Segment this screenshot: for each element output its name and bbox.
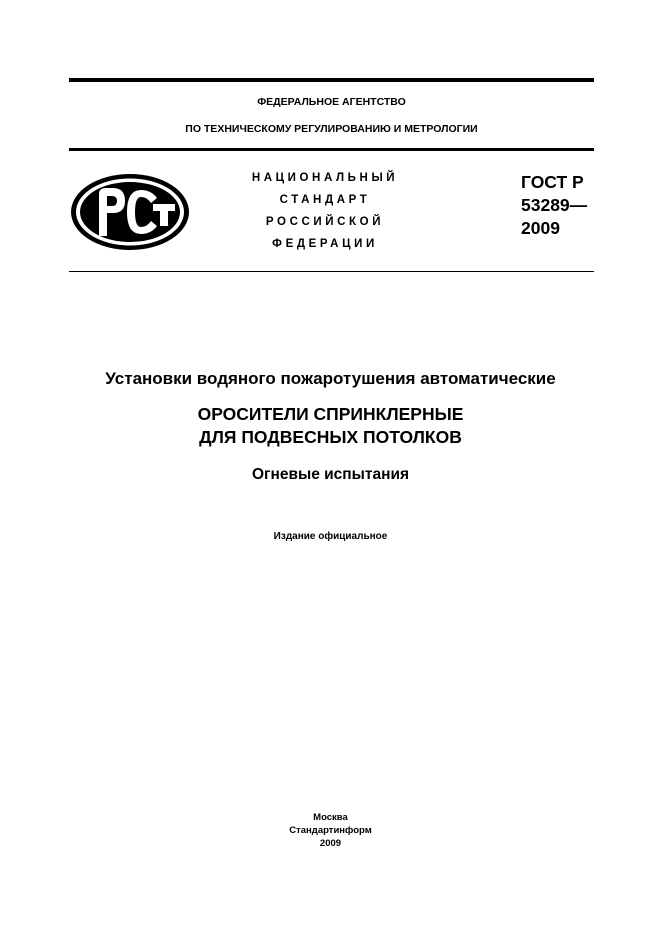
imprint-city: Москва: [313, 812, 348, 823]
agency-name-line2: ПО ТЕХНИЧЕСКОМУ РЕГУЛИРОВАНИЮ И МЕТРОЛОГИИ: [185, 123, 478, 135]
agency-name-line1: ФЕДЕРАЛЬНОЕ АГЕНТСТВО: [257, 96, 406, 108]
top-rule: [69, 78, 594, 82]
national-standard-line1: НАЦИОНАЛЬНЫЙ: [251, 172, 399, 184]
standard-designation-line3: 2009: [521, 218, 560, 238]
imprint-year: 2009: [319, 838, 342, 849]
standard-designation-line2: 53289—: [521, 195, 588, 215]
document-subtitle-line1: ОРОСИТЕЛИ СПРИНКЛЕРНЫЕ: [197, 404, 464, 424]
logo-block-rule: [69, 271, 594, 272]
edition-note: Издание официальное: [273, 531, 388, 542]
imprint-publisher: Стандартинформ: [289, 825, 372, 836]
standard-designation-line1: ГОСТ Р: [521, 172, 584, 192]
national-standard-line2: СТАНДАРТ: [279, 194, 371, 206]
national-standard-line3: РОССИЙСКОЙ: [265, 216, 385, 228]
document-subtitle: [0, 403, 661, 449]
document-part-title: Огневые испытания: [251, 466, 410, 483]
header-rule: [69, 148, 594, 151]
document-subtitle-line2: ДЛЯ ПОДВЕСНЫХ ПОТОЛКОВ: [199, 427, 462, 447]
document-title: Установки водяного пожаротушения автоматические: [105, 369, 556, 388]
rst-certification-mark-icon: [69, 172, 191, 252]
national-standard-line4: ФЕДЕРАЦИИ: [272, 238, 378, 250]
